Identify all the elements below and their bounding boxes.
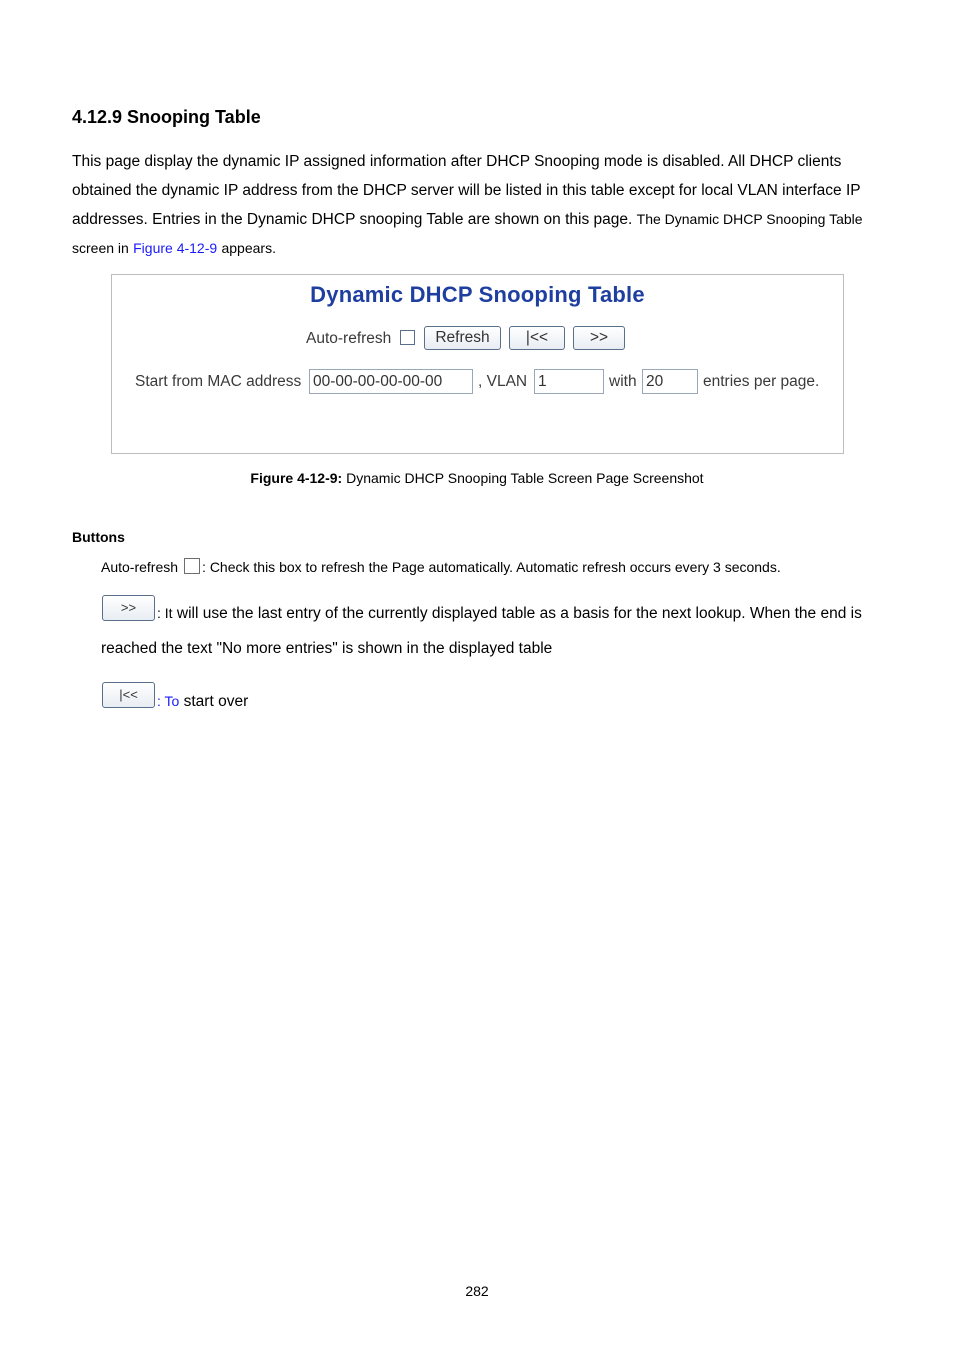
next-desc-prefix: : It xyxy=(157,605,173,621)
caption-text: Dynamic DHCP Snooping Table Screen Page Screenshot xyxy=(346,470,704,486)
mac-address-input[interactable]: 00-00-00-00-00-00 xyxy=(309,369,473,394)
next-page-button[interactable]: >> xyxy=(573,326,625,350)
intro-small-before: The Dynamic DHCP Snooping Table screen in xyxy=(72,211,863,256)
figure-caption xyxy=(0,470,954,486)
intro-small-after: appears. xyxy=(221,240,276,256)
page-number: 282 xyxy=(465,1283,489,1299)
vlan-input[interactable]: 1 xyxy=(534,369,604,394)
auto-refresh-desc: : Check this box to refresh the Page automatically. Automatic refresh occurs every 3 seconds. xyxy=(202,559,781,575)
auto-refresh-label: Auto-refresh xyxy=(306,330,392,347)
buttons-heading: Buttons xyxy=(72,529,125,545)
refresh-button[interactable]: Refresh xyxy=(424,326,501,350)
section-heading: 4.12.9 Snooping Table xyxy=(72,107,261,127)
intro-paragraph xyxy=(72,147,892,263)
auto-refresh-description xyxy=(101,558,781,575)
vlan-label: , VLAN xyxy=(478,373,528,390)
with-label: with xyxy=(609,373,637,390)
auto-refresh-term: Auto-refresh xyxy=(101,559,179,575)
first-desc-prefix: : To xyxy=(157,693,180,709)
first-button-sample: |<< xyxy=(102,682,155,708)
caption-label: Figure 4-12-9: xyxy=(250,470,343,486)
entries-input[interactable]: 20 xyxy=(642,369,698,394)
start-mac-label: Start from MAC address xyxy=(135,373,302,390)
first-desc: start over xyxy=(183,693,249,710)
first-description xyxy=(157,693,248,711)
panel-title: Dynamic DHCP Snooping Table xyxy=(310,282,645,307)
next-description-cont: reached the text "No more entries" is shown in the displayed table xyxy=(101,640,553,657)
next-button-sample: >> xyxy=(102,595,155,621)
intro-main: This page display the dynamic IP assigned information after DHCP Snooping mode is disabled. All DHCP clients obtained the dynamic IP address from the DHCP server will be listed in this table except for local VLAN interface IP addresses. Entries in the Dynamic DHCP snooping Table are shown on this page. xyxy=(72,153,861,228)
checkbox-icon xyxy=(184,558,200,574)
entries-label: entries per page. xyxy=(703,373,820,390)
figure-link[interactable]: Figure 4-12-9 xyxy=(133,240,218,256)
first-page-button[interactable]: |<< xyxy=(509,326,565,350)
auto-refresh-checkbox[interactable] xyxy=(400,330,415,345)
next-desc: will use the last entry of the currently displayed table as a basis for the next lookup. When the end is xyxy=(176,605,862,622)
screenshot-panel xyxy=(111,274,844,454)
next-description xyxy=(157,605,862,623)
